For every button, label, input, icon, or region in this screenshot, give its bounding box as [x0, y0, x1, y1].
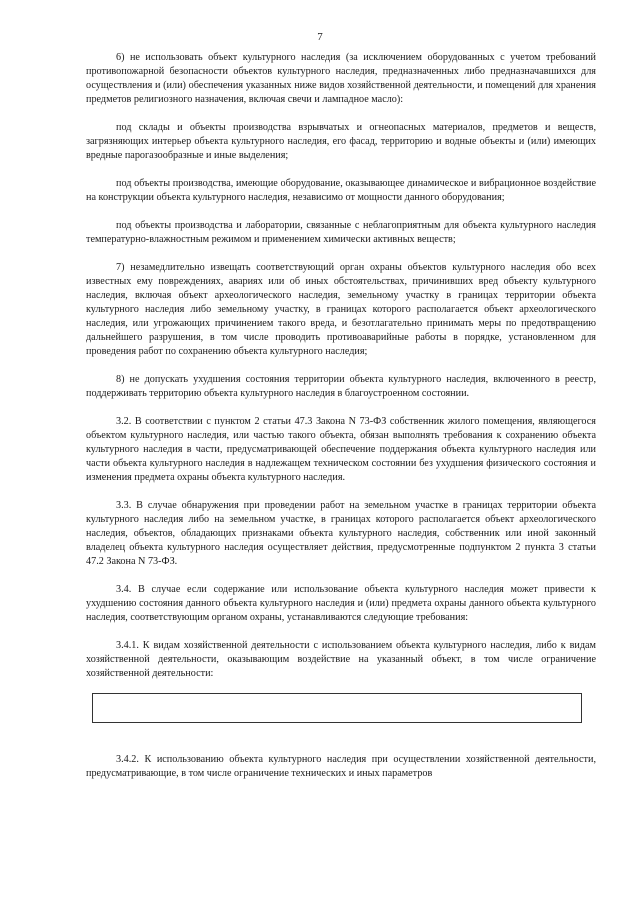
empty-requirements-box — [92, 693, 582, 723]
page-number: 7 — [317, 31, 323, 43]
paragraph-6: 6) не использовать объект культурного наследия (за исключением оборудованных с учетом требований противопожарной безопасности объектов культурного наследия, предназначенных либо предназначавшихся для осуществления и (или) обеспечения указанных ниже видов хозяйственной деятельности, и помещений для хранения предметов религиозного назначения, включая свечи и лампадное масло): — [86, 52, 596, 105]
paragraph-3-3: 3.3. В случае обнаружения при проведении работ на земельном участке в границах территории объекта культурного наследия либо на земельном участке, в границах которого располагается объект археологического наследия, объектов, обладающих признаками объекта культурного наследия, собственник или иной законный владелец объекта культурного наследия осуществляет действия, предусмотренные подпунктом 2 пункта 3 статьи 47.2 Закона N 73-ФЗ. — [86, 500, 596, 567]
paragraph-3-4-1: 3.4.1. К видам хозяйственной деятельности с использованием объекта культурного наследия, либо к видам хозяйственной деятельности, оказывающим воздействие на указанный объект, в том числе ограничение хозяйственной деятельности: — [86, 640, 596, 679]
paragraph-warehouses: под склады и объекты производства взрывчатых и огнеопасных материалов, предметов и веществ, загрязняющих интерьер объекта культурного наследия, его фасад, территорию и водные объекты и (или) имеющих вредные парогазообразные и иные выделения; — [86, 122, 596, 161]
paragraph-3-4-2: 3.4.2. К использованию объекта культурного наследия при осуществлении хозяйственной деятельности, предусматривающие, в том числе ограничение технических и иных параметров — [86, 754, 596, 779]
paragraph-production: под объекты производства, имеющие оборудование, оказывающее динамическое и вибрационное воздействие на конструкции объекта культурного наследия, независимо от мощности данного оборудования; — [86, 178, 596, 203]
paragraph-8: 8) не допускать ухудшения состояния территории объекта культурного наследия, включенного в реестр, поддерживать территорию объекта культурного наследия в благоустроенном состоянии. — [86, 374, 596, 399]
paragraph-3-4: 3.4. В случае если содержание или использование объекта культурного наследия может привести к ухудшению состояния данного объекта культурного наследия и (или) предмета охраны данного объекта культурного наследия, соответствующим органом охраны, устанавливаются следующие требования: — [86, 584, 596, 623]
paragraph-3-2: 3.2. В соответствии с пунктом 2 статьи 47.3 Закона N 73-ФЗ собственник жилого помещения, являющегося объектом культурного наследия, или частью такого объекта, обязан выполнять требования к сохранению объекта культурного наследия в части, предусматривающей обеспечение поддержания объекта культурного наследия или части объекта культурного наследия в надлежащем техническом состоянии без ухудшения физического состояния и изменения предмета охраны объекта культурного наследия. — [86, 416, 596, 483]
paragraph-7: 7) незамедлительно извещать соответствующий орган охраны объектов культурного наследия обо всех известных ему повреждениях, авариях или об иных обстоятельствах, причинивших вред объекту культурного наследия, включая объект археологического наследия, земельному участку в границах территории объекта культурного наследия либо земельному участку, в границах которого располагается объект археологического наследия, или угрожающих причинением такого вреда, и безотлагательно принимать меры по предотвращению дальнейшего разрушения, в том числе проводить противоаварийные работы в порядке, установленном для проведения работ по сохранению объекта культурного наследия; — [86, 262, 596, 357]
document-body — [86, 51, 596, 795]
paragraph-laboratories: под объекты производства и лаборатории, связанные с неблагоприятным для объекта культурного наследия температурно-влажностным режимом и применением химически активных веществ; — [86, 220, 596, 245]
